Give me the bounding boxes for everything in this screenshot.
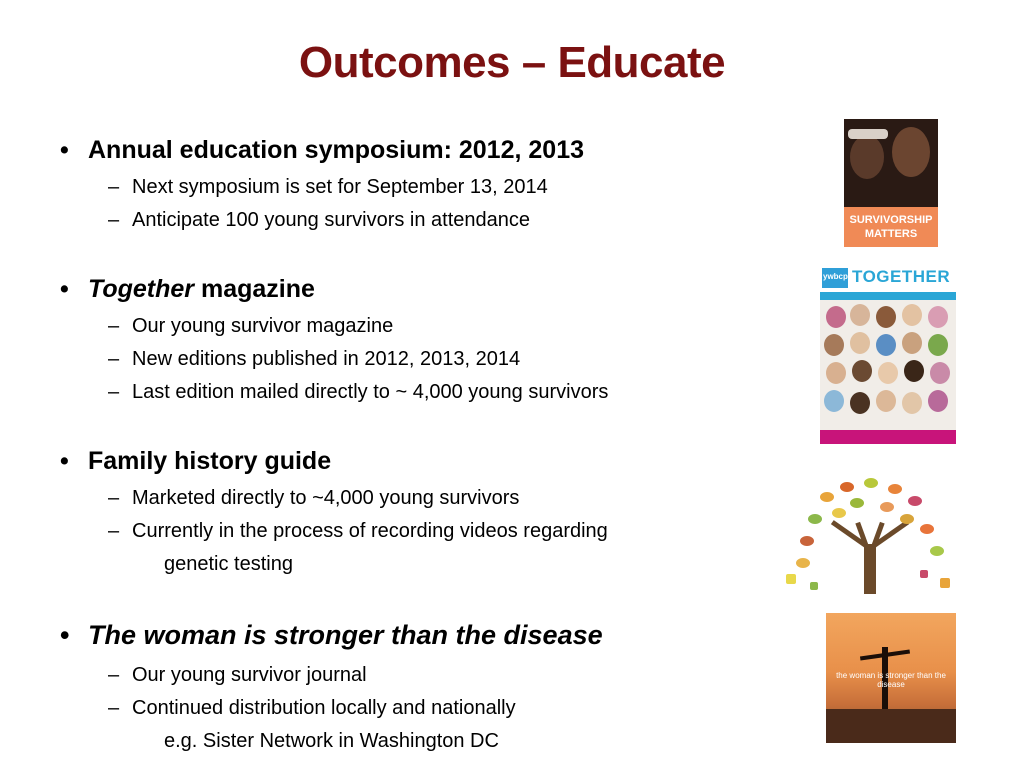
bullet-together bbox=[60, 275, 315, 304]
bullet-dot: • bbox=[60, 275, 69, 303]
sub-item: – Anticipate 100 young survivors in attendance bbox=[108, 209, 531, 231]
sub-item-continuation: genetic testing bbox=[164, 553, 293, 575]
sub-item-continuation: e.g. Sister Network in Washington DC bbox=[164, 730, 499, 752]
bullet-journal bbox=[60, 620, 603, 651]
sub-item-text: Last edition mailed directly to ~ 4,000 young survivors bbox=[132, 381, 609, 403]
bullet-dot: • bbox=[60, 447, 69, 475]
journal-cover-text: the woman is stronger than the disease bbox=[836, 671, 946, 689]
sub-item-text: Our young survivor magazine bbox=[132, 315, 394, 337]
sub-item: – Our young survivor magazine bbox=[108, 315, 394, 337]
sub-item: – Marketed directly to ~4,000 young survivors bbox=[108, 487, 520, 509]
journal-cover-image bbox=[826, 613, 956, 743]
bullet-heading-italic: Together bbox=[88, 275, 195, 303]
tree-illustration-image bbox=[780, 474, 956, 598]
sub-item: – New editions published in 2012, 2013, 2014 bbox=[108, 348, 521, 370]
bullet-heading: magazine bbox=[194, 275, 315, 303]
bullet-heading: Family history guide bbox=[88, 447, 332, 475]
survivorship-matters-cover-image bbox=[844, 119, 938, 247]
sub-item-text: Marketed directly to ~4,000 young survivors bbox=[132, 487, 520, 509]
sub-item: – Last edition mailed directly to ~ 4,000 young survivors bbox=[108, 381, 609, 403]
sub-item-text: Next symposium is set for September 13, 2014 bbox=[132, 176, 548, 198]
sub-item-text: New editions published in 2012, 2013, 2014 bbox=[132, 348, 521, 370]
cover-text: SURVIVORSHIP MATTERS bbox=[849, 214, 933, 240]
slide-title: Outcomes – Educate bbox=[298, 38, 726, 87]
sub-item-text: Our young survivor journal bbox=[132, 664, 367, 686]
sub-item-text: Currently in the process of recording videos regarding bbox=[132, 520, 608, 542]
bullet-dot: • bbox=[60, 620, 70, 650]
bullet-family-history bbox=[60, 447, 331, 476]
sub-item: – Currently in the process of recording videos regarding bbox=[108, 520, 608, 542]
sub-item-text: Continued distribution locally and nationally bbox=[132, 697, 516, 719]
together-wordmark: TOGETHER bbox=[852, 267, 951, 286]
bullet-heading: The woman is stronger than the disease bbox=[88, 620, 603, 650]
sub-item: – Our young survivor journal bbox=[108, 664, 367, 686]
sub-item: – Continued distribution locally and nationally bbox=[108, 697, 516, 719]
sub-item: – Next symposium is set for September 13, 2014 bbox=[108, 176, 548, 198]
bullet-heading: Annual education symposium: 2012, 2013 bbox=[88, 136, 584, 164]
together-magazine-cover-image: ywbcp TOGETHER bbox=[820, 266, 956, 444]
bullet-symposium bbox=[60, 136, 584, 165]
bullet-dot: • bbox=[60, 136, 69, 164]
sub-item-text: Anticipate 100 young survivors in attendance bbox=[132, 209, 531, 231]
